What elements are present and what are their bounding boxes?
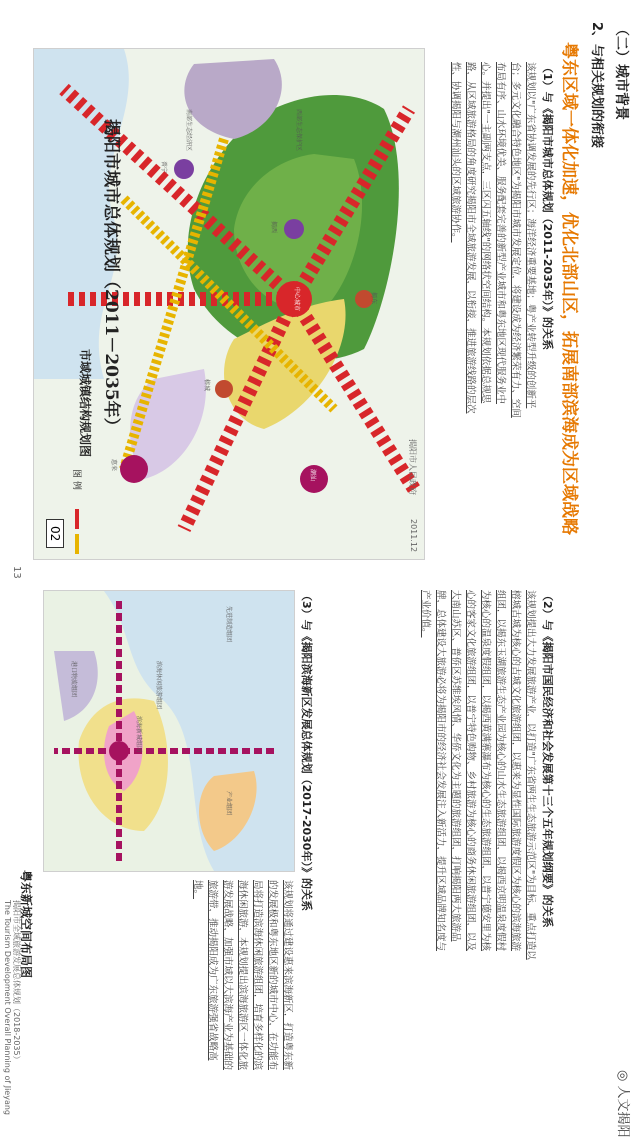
- map2-label: 滨海休闲旅游组团: [155, 661, 162, 710]
- part1-body: 该规划以"广东省协调发展的先行区；海洋经济重要基地；粤产业转型升级的创新平台；多元文化融合特色地区"为揭阳市城市发展定位，将建设成为经济繁荣有力、空间布局有序、山水环境优美、服务配套完善的新型产业城市和粤东地区现代服务业中心。并提出"一主副两支点，三区闪五轴线"的网络状空间结构。本规划依据总规思路，从区域旅游格局的角度研究揭阳市全域旅游发展，以衔接，推进旅游线路的层次性、协调揭阳与潮州汕头的区域旅游协作。: [450, 62, 536, 418]
- map-label-south-eco: 南部生态经济区: [185, 109, 192, 152]
- node-rongcheng: [215, 380, 233, 398]
- section-heading: （二）城市背景: [613, 22, 629, 120]
- new-district-map-graphic: [44, 591, 294, 871]
- master-plan-map-graphic: [34, 49, 424, 559]
- watermark-icon: ◎: [615, 1070, 630, 1082]
- map-label-rongcheng: 榕城: [203, 379, 210, 392]
- map1-title: 揭阳市城市总体规划（2011－2035年）: [101, 119, 121, 435]
- map-label-jiexi: 揭西: [270, 221, 277, 234]
- part2-body: 该规划提出大力发展旅游产业，以打造"广东省两生生态旅游示范区"为目标，重点打造以榕城古城为核心的古城文化旅游组团，以惠来为显性国际旅游度假区为核心的滨海旅游组团，以揭东玉湖旅游生态产业园为核心的山水生态旅游组团，以揭西京明温泉度假村为核心的温泉度假组团，以揭西黄满寨瀑布为核心的生态旅游组团，以普宁德安里为核心的客家文化旅游组团，以普宁特色购物、乡村旅游为核心的商务休闲旅游组团，以及大南山苏区、普侨区苏维埃风情、华侨文化为主题的旅游组团，打响揭阳两大旅游品牌，总体建设大旅游必将为揭阳市的经济社会发展注入新活力，提升区域品牌知名度与产业价值。: [420, 590, 536, 960]
- master-plan-map: [33, 48, 425, 560]
- node-jiexi: [284, 219, 304, 239]
- map-label-west-eco: 西部生态保护区: [295, 109, 302, 152]
- part2-title: （2）与《揭阳市国民经济和社会发展第十三个五年规划纲要》的关系: [541, 590, 554, 928]
- legend-title: 图 例: [71, 469, 81, 490]
- map2-label: 产业组团: [225, 791, 232, 816]
- footer-en: The Tourism Development Overall Planning of Jieyang: [3, 900, 12, 1116]
- map1-footer-right: 2011.12: [409, 519, 418, 553]
- map2-title: 粤东新城空间布局图: [19, 870, 33, 979]
- map-label-puning: 普宁: [160, 161, 167, 174]
- section-subheading: 2、与相关规划的衔接: [589, 22, 604, 149]
- map-label-huilai: 惠来: [110, 459, 117, 472]
- watermark: [615, 1070, 634, 1138]
- map2-label: 港口物流组团: [70, 661, 77, 698]
- map1-footer-left: 揭阳市人民政府: [408, 439, 417, 495]
- map2-label: 先进制造组团: [225, 606, 232, 643]
- strategy-banner: 粤东区域一体化加速，优化北部山区，拓展南部滨海成为区域战略: [559, 42, 579, 535]
- map-label-jiedong: 揭东: [370, 292, 377, 305]
- part3-title: （3）与《揭阳滨海新区发展总体规划（2017-2030年）》的关系: [300, 590, 313, 911]
- map1-page-number: 02: [46, 519, 64, 548]
- footer-cn: 揭阳市全域旅游发展总体规划（2018-2035）: [12, 900, 21, 1064]
- legend-swatch: [75, 534, 79, 554]
- map1-subtitle: 市域城镇结构规划图: [78, 349, 92, 458]
- page-number: 13: [11, 566, 22, 579]
- map-label-center: 中心城市: [293, 287, 300, 312]
- watermark-text: 人文揭阳: [615, 1085, 630, 1138]
- node-puning: [174, 159, 194, 179]
- new-district-map: [43, 590, 295, 872]
- legend-swatch: [75, 509, 79, 529]
- part3-body: 该规划将通过建设惠来滨海新区，打造粤东新的发展极和粤东地区新的城市中心，在功能布局将打造滨海休闲旅游组团，培育多样化的滨海休闲旅游，本规划提出滨海旅游区一体化旅游发展战略，加强市域以大滨海产业为基础的旅游带，推动揭阳成为广东旅游强省战略高地。: [192, 880, 293, 1071]
- node-huilai: [120, 455, 148, 483]
- map2-label: 滨海新城组团: [135, 716, 142, 753]
- map-label-chaoshan: 潮汕: [309, 469, 316, 482]
- part1-title: （1）与《揭阳市城市总体规划（2011-2035年）》的关系: [541, 62, 554, 350]
